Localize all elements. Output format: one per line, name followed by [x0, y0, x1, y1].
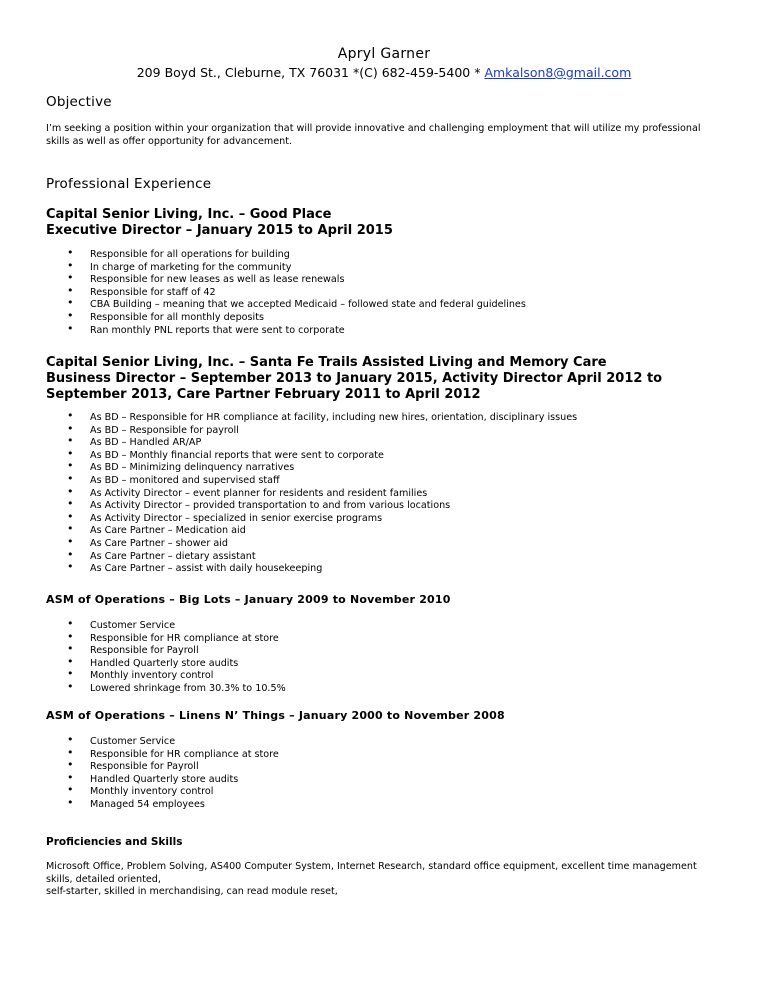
bullet-text: As Activity Director – provided transportation to and from various locations: [90, 500, 451, 512]
bullet-text: CBA Building – meaning that we accepted Medicaid – followed state and federal guidelines: [90, 299, 526, 311]
job-bullets: [46, 246, 726, 337]
bullet-icon: •: [67, 667, 74, 681]
bullet-icon: •: [67, 446, 74, 460]
bullet-item: [46, 246, 726, 262]
bullet-icon: •: [67, 271, 74, 285]
bullet-item: [46, 296, 726, 312]
bullet-text: As Care Partner – shower aid: [90, 537, 228, 549]
bullet-icon: •: [67, 509, 74, 523]
bullet-item: [46, 534, 726, 551]
bullet-icon: •: [67, 308, 74, 322]
objective-heading: Objective: [46, 94, 112, 110]
skills-heading: Proficiencies and Skills: [46, 836, 183, 848]
bullet-item: [46, 745, 726, 762]
bullet-item: [46, 560, 726, 576]
experience-heading-wrap: [46, 176, 726, 192]
bullet-item: [46, 283, 726, 300]
bullet-icon: •: [67, 642, 74, 656]
bullet-item: [46, 271, 726, 287]
bullet-item: [46, 758, 726, 774]
bullet-icon: •: [67, 783, 74, 797]
bullet-text: Lowered shrinkage from 30.3% to 10.5%: [90, 682, 286, 694]
bullet-text: Handled Quarterly store audits: [90, 773, 239, 785]
contact-details: 209 Boyd St., Cleburne, TX 76031 *(C) 682-459-5400 *: [136, 65, 485, 80]
bullet-text: As BD – Minimizing delinquency narratives: [90, 462, 295, 474]
bullet-text: As BD – Handled AR/AP: [90, 437, 202, 449]
bullet-text: As BD – Monthly financial reports that were sent to corporate: [90, 449, 384, 461]
bullet-text: Responsible for staff of 42: [90, 286, 216, 298]
objective-section: [46, 94, 726, 148]
job-1: [46, 207, 726, 337]
bullet-item: [46, 459, 726, 475]
bullet-text: As Activity Director – specialized in senior exercise programs: [90, 512, 383, 524]
bullet-icon: •: [67, 547, 74, 561]
bullet-text: Customer Service: [90, 620, 176, 631]
bullet-text: Responsible for new leases as well as lease renewals: [90, 274, 345, 286]
bullet-text: As BD – monitored and supervised staff: [90, 474, 280, 486]
bullet-icon: •: [67, 258, 74, 272]
bullet-icon: •: [67, 758, 74, 772]
bullet-text: As BD – Responsible for HR compliance at facility, including new hires, orientation, disciplinary issues: [90, 412, 578, 423]
email-link[interactable]: Amkalson8@gmail.com: [484, 65, 632, 80]
bullet-item: [46, 795, 726, 812]
bullet-text: As Care Partner – dietary assistant: [90, 550, 256, 562]
resume-name: Apryl Garner: [337, 46, 431, 62]
job-3: [46, 593, 726, 696]
bullet-item: [46, 258, 726, 275]
job-bullets: [46, 733, 726, 812]
bullet-icon: •: [67, 421, 74, 435]
bullet-item: [46, 733, 726, 749]
bullet-item: [46, 321, 726, 338]
experience-heading: Professional Experience: [46, 176, 212, 192]
bullet-text: Handled Quarterly store audits: [90, 657, 239, 669]
bullet-icon: •: [67, 409, 74, 422]
bullet-text: In charge of marketing for the community: [90, 261, 292, 273]
bullet-item: [46, 783, 726, 799]
bullet-text: Customer Service: [90, 736, 176, 747]
job-4: [46, 709, 726, 812]
job-title: ASM of Operations – Big Lots – January 2009 to November 2010: [46, 593, 451, 606]
skills-text: Microsoft Office, Problem Solving, AS400 Computer System, Internet Research, standard office equipment, excellent time management skills, detailed oriented,: [46, 861, 697, 885]
bullet-text: As BD – Responsible for payroll: [90, 424, 239, 436]
bullet-text: Monthly inventory control: [90, 786, 214, 798]
bullet-icon: •: [67, 283, 74, 297]
bullet-item: [46, 547, 726, 564]
bullet-icon: •: [67, 560, 74, 574]
bullet-icon: •: [67, 522, 74, 536]
bullet-item: [46, 446, 726, 463]
bullet-text: Responsible for HR compliance at store: [90, 748, 279, 760]
bullet-icon: •: [67, 471, 74, 485]
bullet-text: Responsible for Payroll: [90, 645, 199, 657]
bullet-text: Responsible for all monthly deposits: [90, 311, 264, 323]
bullet-text: As Care Partner – assist with daily housekeeping: [90, 563, 323, 575]
bullet-icon: •: [67, 296, 74, 310]
job-company: Capital Senior Living, Inc. – Santa Fe Trails Assisted Living and Memory Care: [46, 355, 607, 370]
bullet-item: [46, 434, 726, 450]
bullet-icon: •: [67, 246, 74, 259]
bullet-icon: •: [67, 321, 74, 335]
job-2: [46, 355, 726, 576]
bullet-icon: •: [67, 434, 74, 448]
bullet-item: [46, 522, 726, 538]
bullet-item: [46, 629, 726, 646]
bullet-icon: •: [67, 497, 74, 511]
job-title: ASM of Operations – Linens N’ Things – January 2000 to November 2008: [46, 709, 505, 722]
contact-line: [0, 65, 768, 80]
bullet-icon: •: [67, 733, 74, 746]
bullet-item: [46, 497, 726, 513]
job-company: Capital Senior Living, Inc. – Good Place: [46, 207, 332, 222]
objective-text: I’m seeking a position within your organization that will provide innovative and challenging employment that will utilize my professional skills as well as offer opportunity for advancement.: [46, 123, 701, 147]
bullet-text: Managed 54 employees: [90, 798, 205, 810]
bullet-item: [46, 617, 726, 633]
bullet-icon: •: [67, 617, 74, 630]
bullet-item: [46, 308, 726, 325]
bullet-icon: •: [67, 745, 74, 759]
bullet-text: Ran monthly PNL reports that were sent to corporate: [90, 324, 345, 336]
bullet-text: Responsible for HR compliance at store: [90, 632, 279, 644]
bullet-icon: •: [67, 459, 74, 473]
skills-text-continued: self-starter, skilled in merchandising, can read module reset,: [46, 886, 338, 898]
bullet-icon: •: [67, 654, 74, 668]
bullet-item: [46, 679, 726, 696]
bullet-icon: •: [67, 770, 74, 784]
bullet-icon: •: [67, 484, 74, 498]
job-title: Executive Director – January 2015 to April 2015: [46, 223, 393, 238]
bullet-item: [46, 770, 726, 787]
bullet-item: [46, 484, 726, 501]
bullet-text: Responsible for Payroll: [90, 761, 199, 773]
bullet-icon: •: [67, 795, 74, 809]
bullet-text: Monthly inventory control: [90, 670, 214, 682]
job-title: Business Director – September 2013 to January 2015, Activity Director April 2012 to September 2013, Care Partner February 2011 to April 2012: [46, 371, 663, 402]
skills-section: [46, 836, 716, 899]
bullet-item: [46, 654, 726, 671]
bullet-text: As Care Partner – Medication aid: [90, 525, 246, 537]
bullet-item: [46, 421, 726, 438]
job-bullets: [46, 409, 726, 576]
bullet-text: Responsible for all operations for building: [90, 249, 290, 260]
bullet-item: [46, 471, 726, 488]
job-bullets: [46, 617, 726, 696]
bullet-item: [46, 667, 726, 683]
bullet-text: As Activity Director – event planner for residents and resident families: [90, 487, 428, 499]
bullet-icon: •: [67, 679, 74, 693]
bullet-icon: •: [67, 534, 74, 548]
bullet-item: [46, 409, 726, 425]
bullet-item: [46, 642, 726, 658]
bullet-icon: •: [67, 629, 74, 643]
bullet-item: [46, 509, 726, 526]
